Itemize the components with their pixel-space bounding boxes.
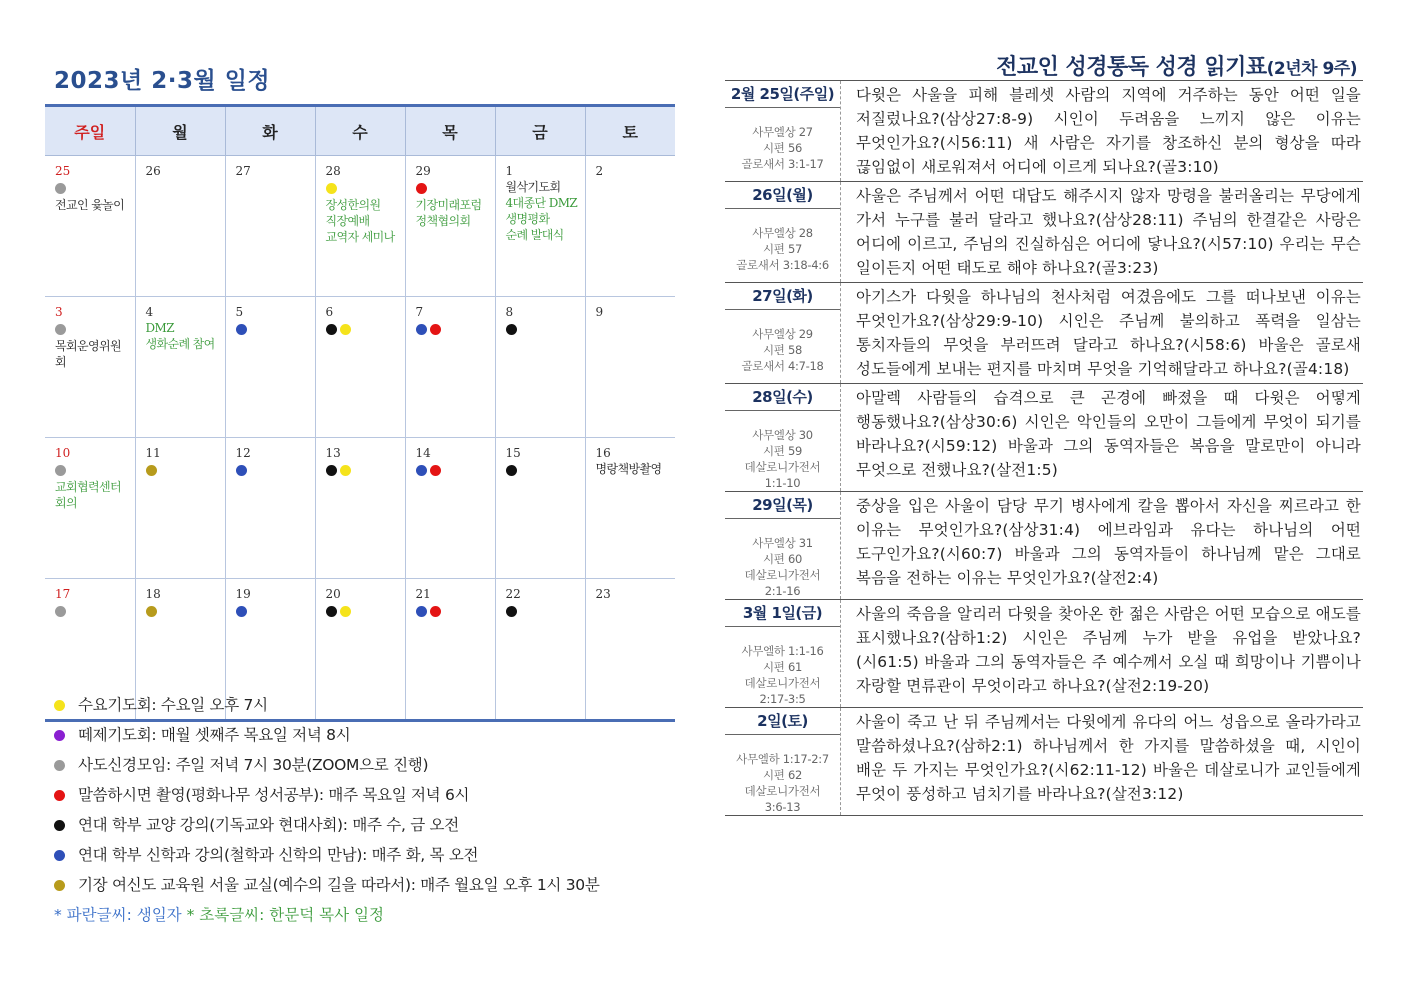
- calendar-event: 장성한의원: [325, 198, 381, 212]
- day-number: 18: [145, 587, 161, 601]
- day-number: 10: [55, 446, 71, 460]
- calendar-day-cell: [315, 297, 405, 438]
- yellow-dot-icon: [340, 606, 351, 617]
- schedule-dots: [326, 604, 399, 620]
- reading-passage: 시편 62: [762, 768, 802, 782]
- purple-dot-icon: [54, 730, 65, 741]
- weekday-sun: 주일: [45, 107, 135, 156]
- reading-passage: 2:17-3:5: [759, 692, 806, 706]
- reading-day-row: [725, 599, 1363, 707]
- calendar: [45, 104, 675, 722]
- reading-passage: 사무엘상 30: [752, 428, 813, 442]
- calendar-event: DMZ: [145, 321, 174, 335]
- schedule-dots: [146, 463, 219, 479]
- yellow-dot-icon: [326, 183, 337, 194]
- day-number: 22: [505, 587, 521, 601]
- reading-passages: [725, 209, 840, 273]
- schedule-dots: [506, 604, 579, 620]
- reading-day-info: [725, 492, 841, 599]
- reading-passage: 데살로니가전서: [744, 568, 821, 582]
- reading-passage: 데살로니가전서: [744, 784, 821, 798]
- calendar-event: 교역자 세미나: [325, 230, 395, 244]
- gray-dot-icon: [55, 465, 66, 476]
- reading-passage: 시편 58: [762, 343, 802, 357]
- reading-question: 사울이 죽고 난 뒤 주님께서는 다윗에게 유다의 어느 성읍으로 올라가라고 말씀하셨나요?(삼하2:1) 하나님께서 한 가지를 말씀하셨을 때, 시인이 배운 두 가지는 무엇인가요?(시62:11-12) 바울은 데살로니가 교인들에게 무엇이 풍성하고 넘치기를 바라나요?(살전3:12): [856, 713, 1361, 803]
- schedule-dots: [416, 181, 489, 197]
- calendar-day-cell: [315, 438, 405, 579]
- calendar-table: [45, 107, 675, 719]
- schedule-dots: [506, 463, 579, 479]
- day-number: 25: [55, 164, 71, 178]
- reading-question: 사울의 죽음을 알리러 다윗을 찾아온 한 젊은 사람은 어떤 모습으로 애도를 표시했나요?(삼하1:2) 시인은 주님께 누가 받을 유업을 받았나요?(시61:5) 바울과 그의 동역자들은 주 예수께서 오실 때 희망이나 기쁨이나 자랑할 면류관이 무엇이라고 하나요?(살전2:19-20): [856, 605, 1361, 695]
- black-dot-icon: [326, 606, 337, 617]
- day-number: 6: [325, 305, 334, 319]
- reading-passage: 2:1-16: [764, 584, 801, 598]
- blue-dot-icon: [236, 465, 247, 476]
- calendar-day-cell: [135, 438, 225, 579]
- calendar-day-cell: [495, 297, 585, 438]
- schedule-dots: [55, 322, 129, 338]
- reading-passage: 1:1-10: [764, 476, 801, 490]
- reading-passage: 사무엘상 28: [752, 226, 813, 240]
- reading-passages: [725, 627, 840, 707]
- day-number: 1: [505, 164, 514, 178]
- day-number: 23: [595, 587, 611, 601]
- gray-dot-icon: [55, 606, 66, 617]
- weekday-thu: 목: [405, 107, 495, 156]
- schedule-dots: [55, 604, 129, 620]
- reading-title-sub: (2년차 9주): [1266, 59, 1357, 79]
- reading-passage: 골로새서 3:18-4:6: [736, 258, 829, 272]
- yellow-dot-icon: [54, 700, 65, 711]
- calendar-day-cell: [405, 438, 495, 579]
- weekday-header-row: [45, 107, 675, 156]
- calendar-day-cell: [45, 438, 135, 579]
- reading-passage: 골로새서 4:7-18: [741, 359, 824, 373]
- schedule-dots: [326, 181, 399, 197]
- legend-item-text: 연대 학부 신학과 강의(철학과 신학의 만남): 매주 화, 목 오전: [78, 846, 479, 864]
- reading-day-row: [725, 383, 1363, 491]
- yellow-dot-icon: [340, 465, 351, 476]
- olive-dot-icon: [54, 880, 65, 891]
- reading-passage: 시편 60: [762, 552, 802, 566]
- reading-day-info: [725, 81, 841, 181]
- schedule-dots: [236, 463, 309, 479]
- legend-items: [54, 695, 694, 905]
- blue-dot-icon: [416, 606, 427, 617]
- reading-day-info: [725, 182, 841, 282]
- day-number: 12: [235, 446, 251, 460]
- calendar-week-row: [45, 156, 675, 297]
- black-dot-icon: [506, 324, 517, 335]
- red-dot-icon: [54, 790, 65, 801]
- gray-dot-icon: [55, 183, 66, 194]
- calendar-event: 회의: [55, 496, 77, 510]
- calendar-event: 기장미래포럼: [415, 198, 482, 212]
- calendar-event: 명랑책방촬영: [595, 462, 662, 476]
- calendar-body: [45, 156, 675, 720]
- day-number: 13: [325, 446, 341, 460]
- day-number: 27: [235, 164, 251, 178]
- schedule-dots: [236, 604, 309, 620]
- calendar-day-cell: [225, 438, 315, 579]
- reading-passages: [725, 411, 840, 491]
- olive-dot-icon: [146, 606, 157, 617]
- calendar-day-cell: [405, 156, 495, 297]
- gray-dot-icon: [55, 324, 66, 335]
- calendar-event: 생화순례 참여: [145, 337, 215, 351]
- legend-item: [54, 875, 694, 905]
- black-dot-icon: [54, 820, 65, 831]
- reading-passage: 사무엘하 1:17-2:7: [736, 752, 829, 766]
- schedule-dots: [416, 604, 489, 620]
- legend-item: [54, 845, 694, 875]
- blue-dot-icon: [416, 324, 427, 335]
- reading-passage: 사무엘상 29: [752, 327, 813, 341]
- calendar-day-cell: [225, 156, 315, 297]
- yellow-dot-icon: [340, 324, 351, 335]
- legend-item: [54, 755, 694, 785]
- day-number: 16: [595, 446, 611, 460]
- reading-date: 3월 1일(금): [725, 600, 840, 627]
- blue-dot-icon: [236, 324, 247, 335]
- day-number: 4: [145, 305, 154, 319]
- reading-date: 2월 25일(주일): [725, 81, 840, 108]
- schedule-dots: [55, 181, 129, 197]
- reading-passage: 시편 61: [762, 660, 802, 674]
- reading-day-info: [725, 708, 841, 815]
- day-number: 28: [325, 164, 341, 178]
- legend-item-text: 떼제기도회: 매월 셋째주 목요일 저녁 8시: [78, 726, 351, 744]
- reading-passage: 사무엘하 1:1-16: [741, 644, 824, 658]
- calendar-title: 2023년 2·3월 일정: [54, 68, 271, 94]
- blue-dot-icon: [54, 850, 65, 861]
- legend-item: [54, 725, 694, 755]
- legend-item-text: 사도신경모임: 주일 저녁 7시 30분(ZOOM으로 진행): [78, 756, 429, 774]
- reading-passages: [725, 108, 840, 172]
- reading-passage: 골로새서 3:1-17: [741, 157, 824, 171]
- schedule-dots: [236, 322, 309, 338]
- day-number: 9: [595, 305, 604, 319]
- calendar-day-cell: [45, 297, 135, 438]
- calendar-event: 전교인 윷놀이: [55, 198, 125, 212]
- legend-item-text: 연대 학부 교양 강의(기독교와 현대사회): 매주 수, 금 오전: [78, 816, 459, 834]
- reading-passages: [725, 519, 840, 599]
- calendar-day-cell: [135, 297, 225, 438]
- weekday-mon: 월: [135, 107, 225, 156]
- day-number: 8: [505, 305, 514, 319]
- day-number: 11: [145, 446, 161, 460]
- reading-day-row: [725, 80, 1363, 181]
- calendar-day-cell: [585, 438, 675, 579]
- olive-dot-icon: [146, 465, 157, 476]
- day-number: 21: [415, 587, 431, 601]
- reading-passage: 시편 57: [762, 242, 802, 256]
- day-number: 15: [505, 446, 521, 460]
- blue-dot-icon: [416, 465, 427, 476]
- calendar-day-cell: [45, 156, 135, 297]
- reading-date: 2일(토): [725, 708, 840, 735]
- legend-item: [54, 815, 694, 845]
- legend-note-green: * 초록글씨: 한문덕 목사 일정: [186, 906, 384, 924]
- reading-passage: 시편 56: [762, 141, 802, 155]
- reading-title-main: 전교인 성경통독 성경 읽기표: [996, 55, 1267, 80]
- calendar-event: 순례 발대식: [505, 228, 564, 242]
- schedule-dots: [55, 463, 129, 479]
- black-dot-icon: [326, 324, 337, 335]
- weekday-wed: 수: [315, 107, 405, 156]
- calendar-event: 목회운영위원회: [55, 339, 121, 369]
- reading-table: [725, 80, 1363, 816]
- day-number: 29: [415, 164, 431, 178]
- day-number: 20: [325, 587, 341, 601]
- calendar-day-cell: [225, 297, 315, 438]
- reading-question: 사울은 주님께서 어떤 대답도 해주시지 않자 망령을 불러올리는 무당에게 가서 누구를 불러 달라고 했나요?(삼상28:11) 주님의 한결같은 사랑은 어디에 이르고, 주님의 진실하심은 어디에 닿나요?(시57:10) 우리는 무슨 일이든지 어떤 태도로 해야 하나요?(골3:23): [856, 187, 1361, 277]
- legend-note: [54, 905, 694, 925]
- day-number: 7: [415, 305, 424, 319]
- calendar-event: 월삭기도회: [505, 180, 561, 194]
- reading-question: 아기스가 다윗을 하나님의 천사처럼 여겼음에도 그를 떠나보낸 이유는 무엇인가요?(삼상29:9-10) 시인은 주님께 불의하고 폭력을 일삼는 통치자들의 무엇을 부러뜨려 달라고 하나요?(시58:6) 바울은 골로새 성도들에게 보내는 편지를 마치며 무엇을 기억해달라고 하나요?(골4:18): [856, 288, 1361, 378]
- calendar-day-cell: [495, 438, 585, 579]
- black-dot-icon: [326, 465, 337, 476]
- weekday-sat: 토: [585, 107, 675, 156]
- blue-dot-icon: [236, 606, 247, 617]
- day-number: 2: [595, 164, 604, 178]
- day-number: 14: [415, 446, 431, 460]
- reading-date: 26일(월): [725, 182, 840, 209]
- reading-passage: 데살로니가전서: [744, 460, 821, 474]
- calendar-day-cell: [405, 297, 495, 438]
- reading-passage: 데살로니가전서: [744, 676, 821, 690]
- red-dot-icon: [430, 606, 441, 617]
- calendar-day-cell: [585, 297, 675, 438]
- red-dot-icon: [430, 324, 441, 335]
- reading-date: 29일(목): [725, 492, 840, 519]
- calendar-event: 직장예배: [325, 214, 370, 228]
- reading-date: 27일(화): [725, 283, 840, 310]
- calendar-day-cell: [315, 156, 405, 297]
- calendar-day-cell: [495, 156, 585, 297]
- black-dot-icon: [506, 465, 517, 476]
- legend-item: [54, 785, 694, 815]
- reading-question: 아말렉 사람들의 습격으로 큰 곤경에 빠졌을 때 다윗은 어떻게 행동했나요?(삼상30:6) 시인은 악인들의 오만이 그들에게 무엇이 되기를 바라나요?(시59:12) 바울과 그의 동역자들은 복음을 말로만이 아니라 무엇으로 전했나요?(살전1:5): [856, 389, 1361, 479]
- legend-item-text: 기장 여신도 교육원 서울 교실(예수의 길을 따라서): 매주 월요일 오후 1시 30분: [78, 876, 600, 894]
- black-dot-icon: [506, 606, 517, 617]
- legend-item-text: 수요기도회: 수요일 오후 7시: [78, 696, 268, 714]
- reading-day-row: [725, 707, 1363, 816]
- calendar-event: 4대종단 DMZ: [505, 196, 578, 210]
- reading-passage: 시편 59: [762, 444, 802, 458]
- reading-passage: 사무엘상 31: [752, 536, 813, 550]
- schedule-dots: [416, 463, 489, 479]
- calendar-event: 정책협의회: [415, 214, 471, 228]
- calendar-day-cell: [135, 156, 225, 297]
- reading-question: 다윗은 사울을 피해 블레셋 사람의 지역에 거주하는 동안 어떤 일을 저질렀나요?(삼상27:8-9) 시인이 두려움을 느끼지 않은 이유는 무엇인가요?(시56:11) 새 사람은 자기를 창조하신 분의 형상을 따라 끊임없이 새로워져서 어디에 이르게 되나요?(골3:10): [856, 86, 1361, 176]
- schedule-dots: [416, 322, 489, 338]
- reading-passage: 3:6-13: [764, 800, 801, 814]
- calendar-day-cell: [585, 156, 675, 297]
- day-number: 3: [55, 305, 63, 319]
- calendar-event: 교회협력센터: [55, 480, 121, 494]
- reading-passages: [725, 310, 840, 374]
- weekday-tue: 화: [225, 107, 315, 156]
- reading-title: [996, 50, 1357, 81]
- day-number: 17: [55, 587, 71, 601]
- day-number: 5: [235, 305, 244, 319]
- reading-day-info: [725, 600, 841, 707]
- reading-passages: [725, 735, 840, 815]
- legend: [54, 695, 694, 925]
- reading-date: 28일(수): [725, 384, 840, 411]
- reading-passage: 사무엘상 27: [752, 125, 813, 139]
- calendar-event: 생명평화: [505, 212, 550, 226]
- legend-item: [54, 695, 694, 725]
- legend-note-blue: * 파란글씨: 생일자: [54, 906, 182, 924]
- calendar-week-row: [45, 438, 675, 579]
- reading-day-info: [725, 283, 841, 383]
- weekday-fri: 금: [495, 107, 585, 156]
- reading-day-row: [725, 491, 1363, 599]
- day-number: 26: [145, 164, 161, 178]
- reading-day-info: [725, 384, 841, 491]
- reading-question: 중상을 입은 사울이 담당 무기 병사에게 칼을 뽑아서 자신을 찌르라고 한 이유는 무엇인가요?(삼상31:4) 에브라임과 유다는 하나님의 어떤 도구인가요?(시60:7) 바울과 그의 동역자들이 하나님께 맡은 그대로 복음을 전하는 이유는 무엇인가요?(살전2:4): [856, 497, 1361, 587]
- schedule-dots: [506, 322, 579, 338]
- red-dot-icon: [416, 183, 427, 194]
- schedule-dots: [326, 463, 399, 479]
- gray-dot-icon: [54, 760, 65, 771]
- calendar-week-row: [45, 297, 675, 438]
- reading-day-row: [725, 181, 1363, 282]
- red-dot-icon: [430, 465, 441, 476]
- day-number: 19: [235, 587, 251, 601]
- schedule-dots: [326, 322, 399, 338]
- reading-day-row: [725, 282, 1363, 383]
- legend-item-text: 말씀하시면 촬영(평화나무 성서공부): 매주 목요일 저녁 6시: [78, 786, 470, 804]
- schedule-dots: [146, 604, 219, 620]
